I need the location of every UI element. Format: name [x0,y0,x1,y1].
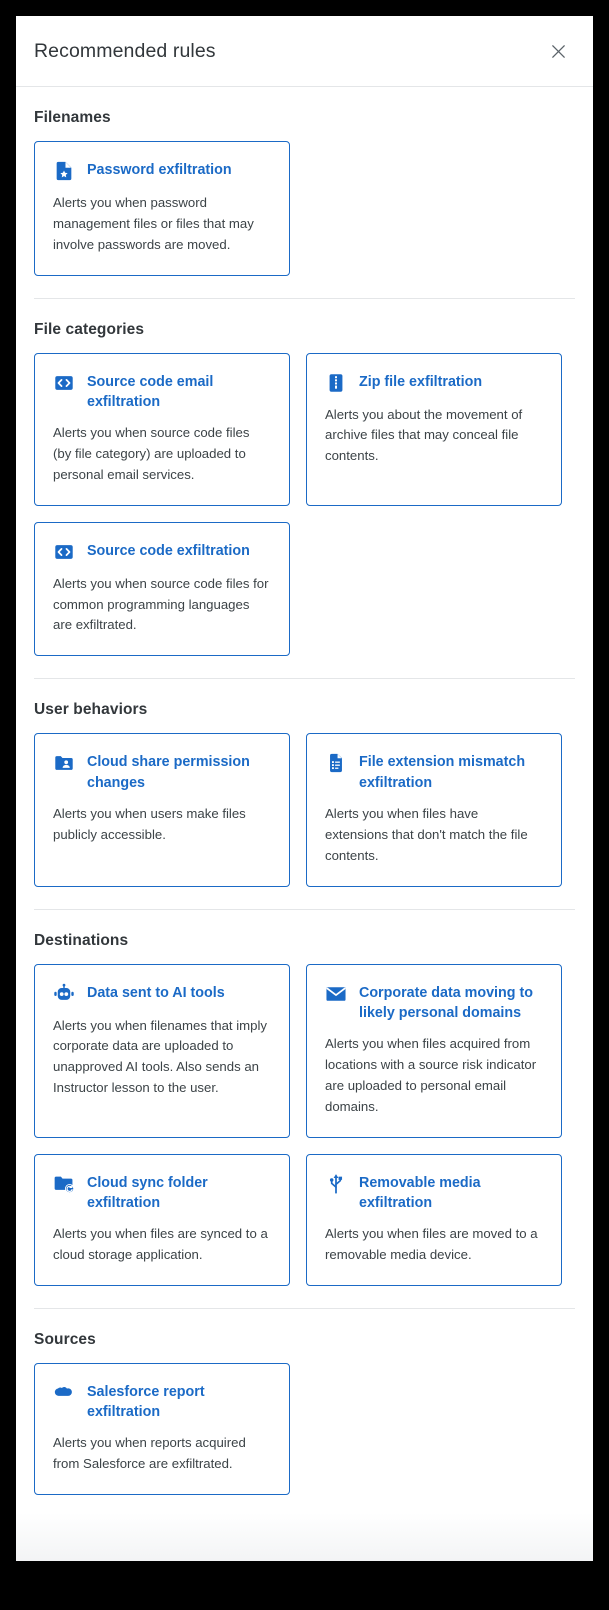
file-star-icon [53,160,75,182]
rule-card-header [53,1172,271,1214]
cloud-sync-folder-icon [53,1173,75,1195]
usb-icon [325,1173,347,1195]
rule-card[interactable] [306,733,562,886]
rule-card[interactable] [34,733,290,886]
rule-card[interactable] [306,353,562,506]
rule-card[interactable] [306,964,562,1138]
rule-card-title[interactable]: Corporate data moving to likely personal domains [359,984,533,1021]
rule-card-description: Alerts you when users make files publicly accessible. [53,805,246,842]
modal-footer [16,1513,593,1561]
rule-card-title[interactable]: Source code exfiltration [87,542,250,559]
rule-card-description: Alerts you about the movement of archive files that may conceal file contents. [325,406,523,464]
rule-card-header [325,982,543,1024]
section-title: Sources [34,1330,96,1348]
page-title: Recommended rules [34,39,216,62]
rule-card-title[interactable]: Password exfiltration [87,162,232,178]
recommended-rules-modal [16,16,593,1561]
rules-list [16,87,593,1513]
rule-card-title[interactable]: Zip file exfiltration [359,373,483,390]
rule-card-header [325,751,543,793]
rule-card-header [53,540,271,563]
rule-card-description: Alerts you when password management files or files that may involve passwords are moved. [53,195,254,252]
rule-card-title[interactable]: Data sent to AI tools [87,984,225,1001]
robot-icon [53,983,75,1005]
rule-card[interactable] [34,1154,290,1286]
section-user-behaviors [34,679,575,886]
source-code-icon [53,372,75,394]
rule-card[interactable] [34,964,290,1138]
rule-card-description: Alerts you when source code files (by file category) are uploaded to personal email services. [53,425,250,482]
section-sources [34,1309,575,1495]
rule-card[interactable] [34,141,290,276]
section-title: File categories [34,320,145,338]
rule-card-description: Alerts you when files are synced to a cloud storage application. [53,1226,268,1262]
rule-card-title[interactable]: Source code email exfiltration [87,373,214,410]
rule-card-title[interactable]: Cloud sync folder exfiltration [87,1174,208,1211]
file-extension-icon [325,752,347,774]
rule-card[interactable] [34,522,290,657]
rule-card-header [53,751,271,793]
rule-card-header [53,1381,271,1423]
source-code-icon [53,541,75,563]
close-icon[interactable] [541,34,575,68]
section-title: Destinations [34,931,129,949]
rule-card-description: Alerts you when filenames that imply corporate data are uploaded to unapproved AI tools. Also sends an Instructor lesson to the user. [53,1017,268,1096]
rule-card-description: Alerts you when reports acquired from Salesforce are exfiltrated. [53,1435,246,1472]
rule-card-description: Alerts you when source code files for common programming languages are exfiltrated. [53,575,269,633]
rule-card[interactable] [306,1154,562,1286]
section-file-categories [34,299,575,657]
rule-card-header [53,982,271,1005]
card-grid [34,1363,575,1495]
rule-card[interactable] [34,1363,290,1495]
modal-header [16,16,593,87]
section-title: Filenames [34,109,111,126]
card-grid [34,964,575,1286]
rule-card-header [53,159,271,182]
rule-card-description: Alerts you when files have extensions that don't match the file contents. [325,805,528,863]
section-title: User behaviors [34,701,148,719]
card-grid [34,141,575,276]
rule-card-title[interactable]: Salesforce report exfiltration [87,1383,205,1421]
section-destinations [34,910,575,1286]
envelope-icon [325,983,347,1005]
rule-card-description: Alerts you when files acquired from locations with a source risk indicator are uploaded to personal email domains. [325,1036,537,1114]
zip-file-icon [325,372,347,394]
rule-card[interactable] [34,353,290,506]
card-grid [34,733,575,886]
rule-card-title[interactable]: File extension mismatch exfiltration [359,754,526,791]
rule-card-header [325,1172,543,1214]
section-filenames [34,87,575,276]
rule-card-title[interactable]: Removable media exfiltration [359,1174,481,1211]
rule-card-description: Alerts you when files are moved to a removable media device. [325,1226,538,1262]
card-grid [34,353,575,657]
rule-card-title[interactable]: Cloud share permission changes [87,754,250,791]
rule-card-header [325,371,543,394]
rule-card-header [53,371,271,413]
salesforce-cloud-icon [53,1382,75,1404]
cloud-share-person-icon [53,752,75,774]
